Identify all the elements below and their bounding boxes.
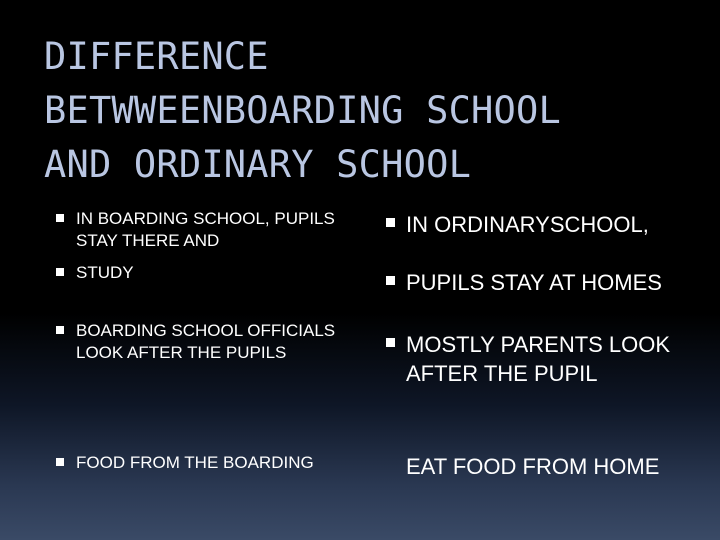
title-line-1: DIFFERENCE xyxy=(44,35,269,78)
square-bullet-icon xyxy=(386,218,395,227)
slide-title xyxy=(44,30,704,192)
list-item xyxy=(386,330,686,388)
square-bullet-icon xyxy=(56,326,64,334)
title-line-3: AND ORDINARY SCHOOL xyxy=(44,143,472,186)
list-item xyxy=(386,268,686,297)
square-bullet-icon xyxy=(386,338,395,347)
list-item xyxy=(386,210,686,239)
list-item-text: IN BOARDING SCHOOL, PUPILS STAY THERE AND xyxy=(76,209,335,250)
square-bullet-icon xyxy=(56,214,64,222)
square-bullet-icon xyxy=(56,458,64,466)
list-item-text: MOSTLY PARENTS LOOK AFTER THE PUPIL xyxy=(406,332,671,386)
list-item-continuation xyxy=(386,452,686,481)
list-item xyxy=(56,452,346,474)
list-item-text: PUPILS STAY AT HOMES xyxy=(406,270,662,295)
list-item-text: FOOD FROM THE BOARDING xyxy=(76,453,314,472)
square-bullet-icon xyxy=(56,268,64,276)
list-item xyxy=(56,320,346,364)
list-item xyxy=(56,208,346,252)
square-bullet-icon xyxy=(386,276,395,285)
title-line-2: BETWWEENBOARDING SCHOOL xyxy=(44,89,561,132)
list-item-text: IN ORDINARYSCHOOL, xyxy=(406,212,649,237)
list-item-text: STUDY xyxy=(76,263,134,282)
list-item-text: BOARDING SCHOOL OFFICIALS LOOK AFTER THE PUPILS xyxy=(76,321,336,362)
list-item-text: EAT FOOD FROM HOME xyxy=(406,454,660,479)
list-item xyxy=(56,262,346,284)
